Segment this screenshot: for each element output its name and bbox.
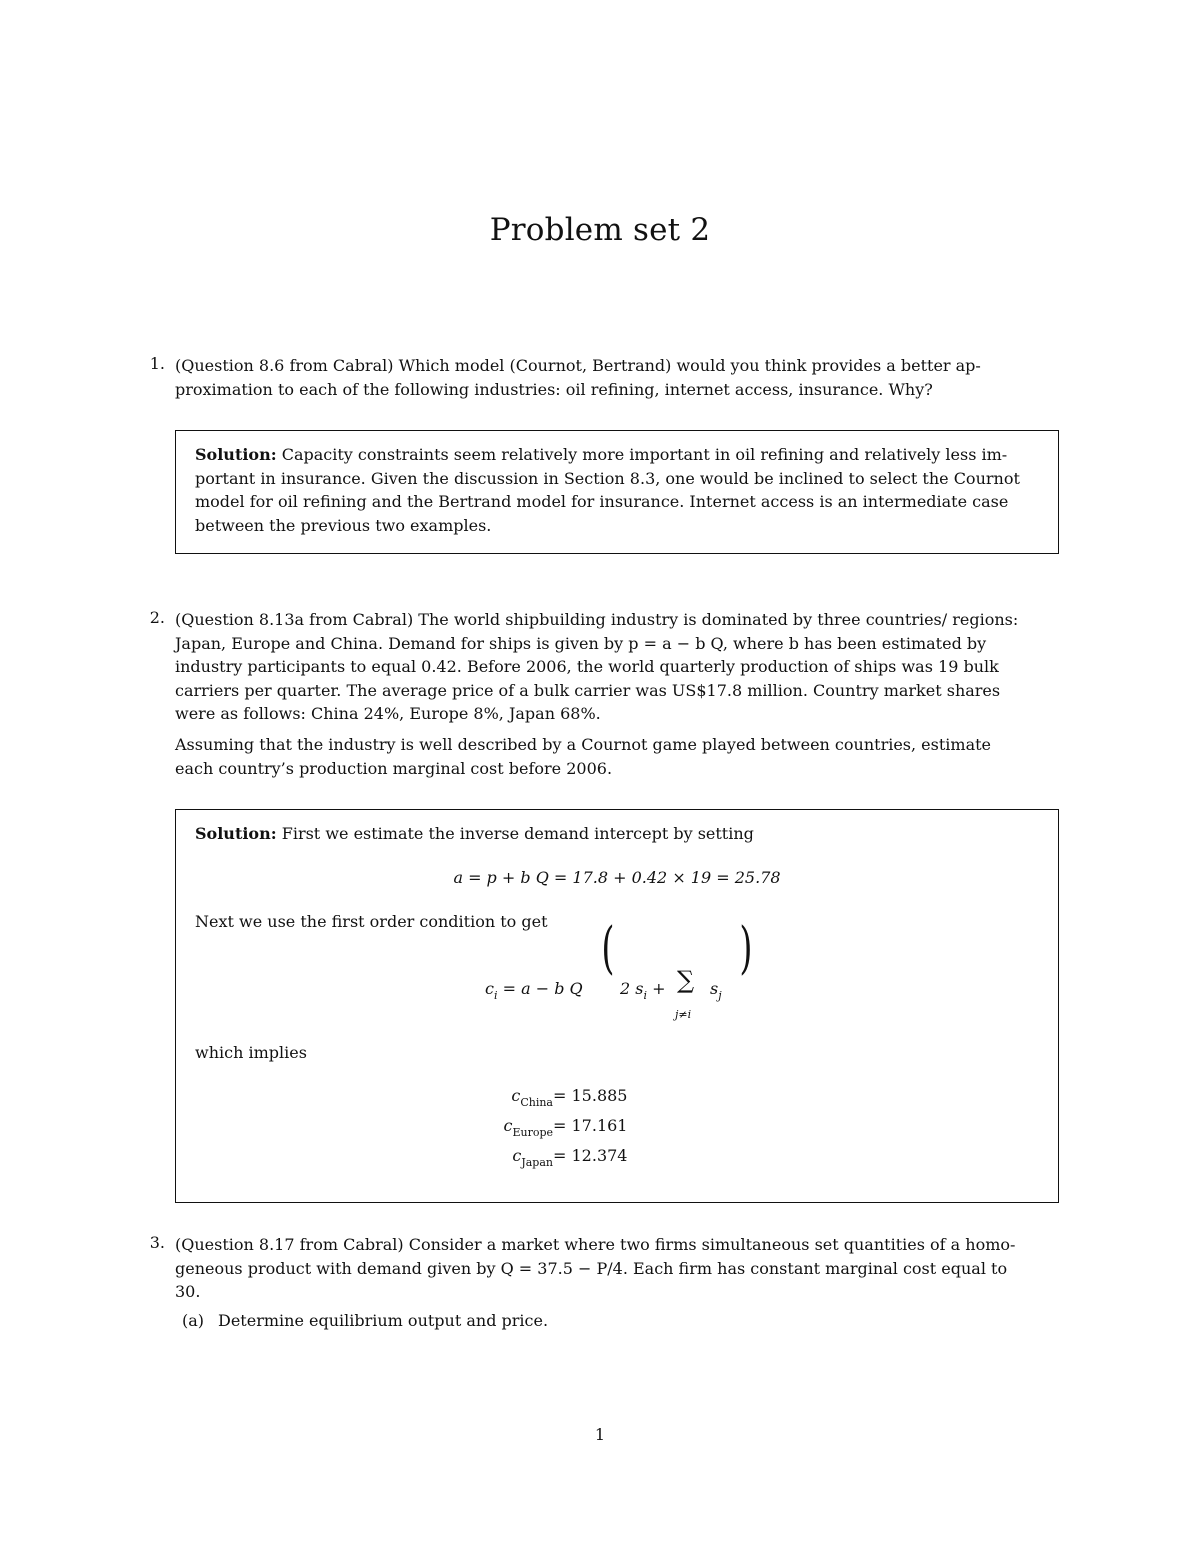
solution-line: portant in insurance. Given the discussion in Section 8.3, one would be inclined to select the Cournot (195, 468, 1020, 488)
result-sub: Europe (512, 1126, 553, 1139)
result-value: = 12.374 (553, 1146, 628, 1165)
q1-number: 1. (149, 354, 165, 373)
sigma-symbol: ∑ (677, 966, 695, 994)
eq-sj-sub: j (718, 989, 722, 1002)
q3-text (175, 1233, 1059, 1304)
q3-line: 30. (175, 1282, 201, 1301)
solution-label: Solution: (195, 445, 277, 464)
left-paren: ( (601, 916, 615, 981)
eq-mid: = a − b Q (497, 979, 583, 998)
q2-line: were as follows: China 24%, Europe 8%, Japan 68%. (175, 704, 601, 723)
q3-line: (Question 8.17 from Cabral) Consider a market where two firms simultaneous set quantities of a homo- (175, 1235, 1016, 1254)
result-value: = 17.161 (553, 1116, 628, 1135)
q3a-text: Determine equilibrium output and price. (218, 1311, 549, 1330)
q1-text (175, 354, 1059, 401)
q1-line: proximation to each of the following industries: oil refining, internet access, insurance. Why? (175, 379, 933, 399)
q2-number: 2. (149, 608, 165, 627)
next-text: Next we use the first order condition to get (195, 912, 548, 931)
solution-line: model for oil refining and the Bertrand model for insurance. Internet access is an intermediate case (195, 492, 1009, 511)
q2-line: each country’s production marginal cost before 2006. (175, 758, 613, 778)
q1-solution-box (175, 430, 1059, 554)
q3-line: geneous product with demand given by Q = 37.5 − P/4. Each firm has constant marginal cost equal to (175, 1258, 1008, 1278)
q2-text-2 (175, 733, 1059, 780)
result-c: c (511, 1086, 521, 1105)
equation-intercept: a = p + b Q = 17.8 + 0.42 × 19 = 25.78 (453, 868, 781, 887)
q2-text (175, 608, 1059, 726)
q2-line: carriers per quarter. The average price of a bulk carrier was US$17.8 million. Country market shares (175, 680, 1001, 700)
equation-foc (485, 916, 765, 1027)
q3-number: 3. (149, 1233, 165, 1252)
page-title: Problem set 2 (489, 212, 711, 248)
result-c: c (503, 1116, 513, 1135)
page-number: 1 (594, 1425, 606, 1444)
q2-line: industry participants to equal 0.42. Before 2006, the world quarterly production of ships was 19 bulk (175, 657, 999, 676)
q2-line: Assuming that the industry is well described by a Cournot game played between countries, estimate (175, 735, 992, 754)
right-paren: ) (739, 916, 753, 981)
eq-ci: c (485, 979, 494, 998)
eq-2si: 2 s (620, 979, 644, 998)
eq-2si-sub: i (643, 989, 648, 1002)
solution-label: Solution: (195, 824, 277, 843)
implies-text: which implies (195, 1043, 307, 1062)
eq-plus: + (647, 979, 666, 998)
solution-line: Capacity constraints seem relatively more important in oil refining and relatively less im- (281, 445, 1008, 464)
result-c: c (512, 1146, 522, 1165)
result-value: = 15.885 (553, 1086, 628, 1105)
eq-ci-sub: i (493, 989, 498, 1002)
result-sub: Japan (521, 1156, 553, 1169)
solution-line: between the previous two examples. (195, 515, 492, 535)
sigma-sub: j≠i (675, 1008, 692, 1021)
q2-line: (Question 8.13a from Cabral) The world shipbuilding industry is dominated by three countries/ regions: (175, 610, 1019, 629)
eq-sj: s (710, 979, 719, 998)
q2-solution-box (175, 809, 1059, 1203)
q2-line: Japan, Europe and China. Demand for ships is given by p = a − b Q, where b has been estimated by (175, 633, 987, 653)
solution-intro: First we estimate the inverse demand intercept by setting (281, 824, 754, 843)
q1-line: (Question 8.6 from Cabral) Which model (Cournot, Bertrand) would you think provides a better ap- (175, 356, 981, 375)
q3a-label: (a) (182, 1311, 205, 1330)
result-sub: China (520, 1096, 553, 1109)
